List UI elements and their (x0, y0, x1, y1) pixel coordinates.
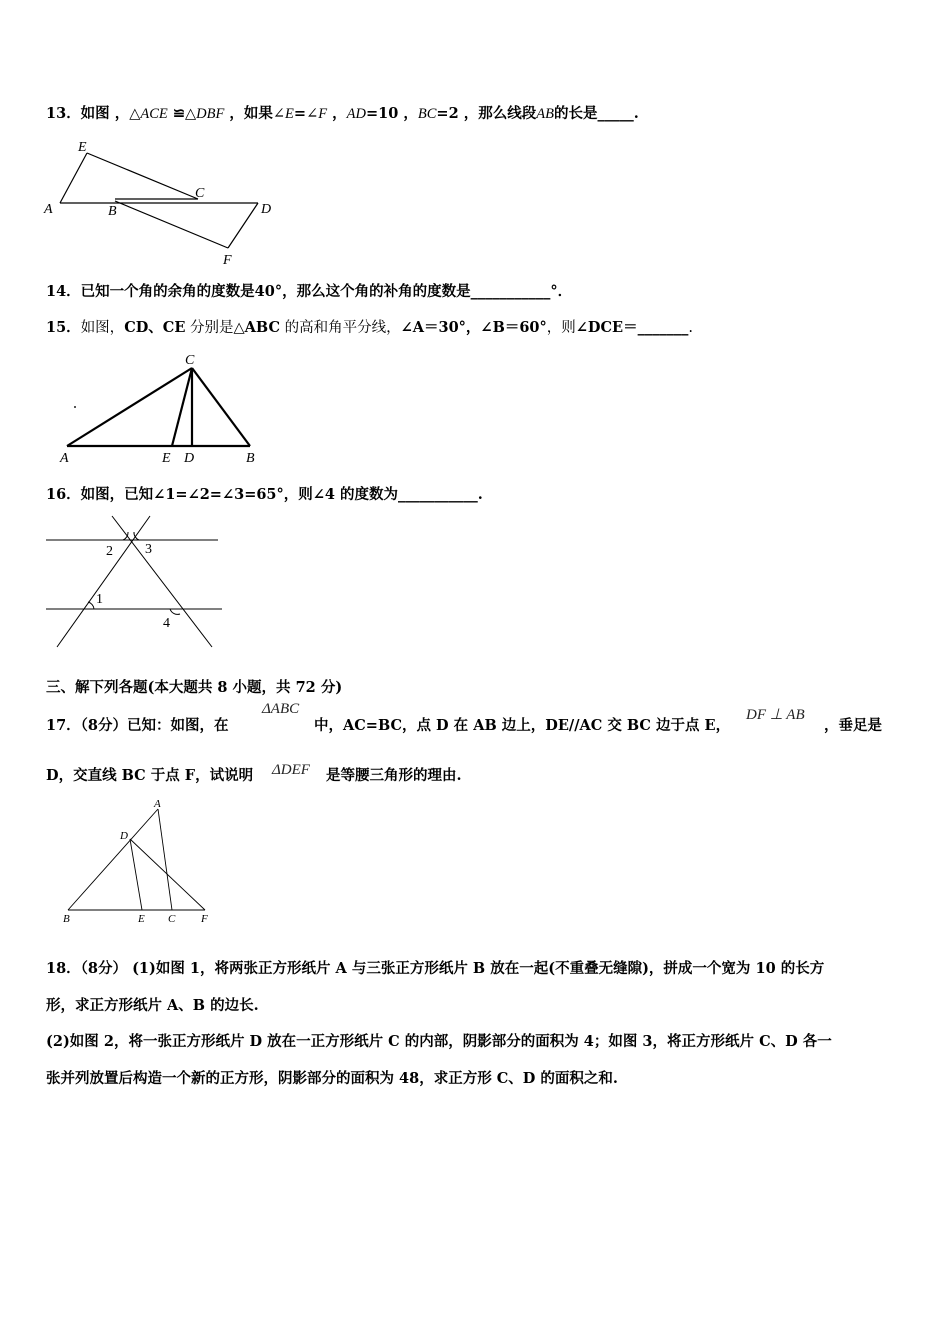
q17-line-1a: 17．（8分）已知：如图，在 (46, 717, 229, 734)
q13-label-d: D (261, 202, 272, 217)
q15-segment-cb (192, 368, 250, 446)
q16-transversal-right (112, 516, 212, 647)
q17-label-d: D (120, 830, 128, 842)
q13-segment-bf (115, 201, 228, 248)
q13-segment-ae (60, 153, 87, 203)
q17-segment-ba (68, 809, 158, 910)
q15-label-e: E (162, 451, 171, 466)
q15-segment-ac (67, 368, 192, 446)
q16-label-2: 2 (106, 544, 113, 559)
q15-label-b: B (246, 451, 255, 466)
q17-segment-df (130, 839, 205, 910)
q13-label-e: E (78, 140, 87, 155)
q13-label-a: A (44, 202, 53, 217)
q18-line-1: 18．（8分） (1)如图 1，将两张正方形纸片 A 与三张正方形纸片 B 放在一起(不重叠无缝隙)，拼成一个宽为 10 的长方 (46, 960, 825, 977)
q17-segment-de (130, 839, 142, 910)
q17-label-b: B (63, 913, 70, 925)
q13-segment-df (228, 203, 258, 248)
q17-perpendicular: DF ⊥ AB (746, 707, 805, 723)
q18-line-4: 张并列放置后构造一个新的正方形，阴影部分的面积为 48，求正方形 C、D 的面积之和. (46, 1070, 618, 1087)
q13-label-c: C (195, 186, 205, 201)
q15-label-d: D (184, 451, 195, 466)
q17-triangle-abc: ΔABC (262, 701, 300, 717)
q17-figure (60, 795, 220, 927)
q15-dot-mark (74, 406, 76, 408)
q13-segment-ec (87, 153, 198, 199)
q18-line-2: 形，求正方形纸片 A、B 的边长. (46, 997, 259, 1014)
q16-transversal-left (57, 516, 150, 647)
q15-label-a: A (60, 451, 69, 466)
q16-angle-arc-4 (170, 609, 180, 614)
q17-label-f: F (201, 913, 208, 925)
q15-label-c: C (185, 353, 195, 368)
q17-line-1b: 中，AC=BC，点 D 在 AB 边上，DE//AC 交 BC 边于点 E， (314, 717, 731, 734)
q17-label-e: E (138, 913, 145, 925)
q16-figure (42, 510, 227, 650)
section-3-heading: 三、解下列各题(本大题共 8 小题，共 72 分) (46, 679, 343, 696)
q17-line-2a: D，交直线 BC 于点 F，试说明 (46, 767, 254, 784)
q13-text: 13．如图 ，△ACE ≌△DBF ，如果∠E=∠F ，AD=10 ，BC=2 ，那么线段AB的长是_____. (46, 105, 639, 122)
q16-angle-arc-1 (88, 602, 94, 609)
q16-label-3: 3 (145, 542, 152, 557)
q16-text: 16．如图，已知∠1=∠2=∠3=65°，则∠4 的度数为___________. (46, 486, 483, 503)
q17-label-c: C (168, 913, 176, 925)
q16-label-1: 1 (96, 592, 103, 607)
q14-text: 14．已知一个角的余角的度数是40°，那么这个角的补角的度数是___________°． (46, 283, 573, 300)
q15-text: 15．如图，CD、CE 分别是△ABC 的高和角平分线，∠A＝30°，∠B＝60°，则∠DCE＝_______. (46, 319, 693, 336)
q17-segment-ac (158, 809, 172, 910)
q13-label-f: F (223, 253, 232, 268)
q17-line-1c: ，垂足是 (824, 717, 882, 734)
q13-label-b: B (108, 204, 117, 219)
q15-figure (50, 348, 280, 468)
q17-line-2b: 是等腰三角形的理由. (326, 767, 462, 784)
q13-figure (40, 135, 290, 270)
q16-label-4: 4 (163, 616, 170, 631)
q17-triangle-def: ΔDEF (272, 762, 310, 778)
q18-line-3: (2)如图 2，将一张正方形纸片 D 放在一正方形纸片 C 的内部，阴影部分的面积为 4；如图 3，将正方形纸片 C、D 各一 (46, 1033, 832, 1050)
q17-label-a: A (154, 798, 161, 810)
